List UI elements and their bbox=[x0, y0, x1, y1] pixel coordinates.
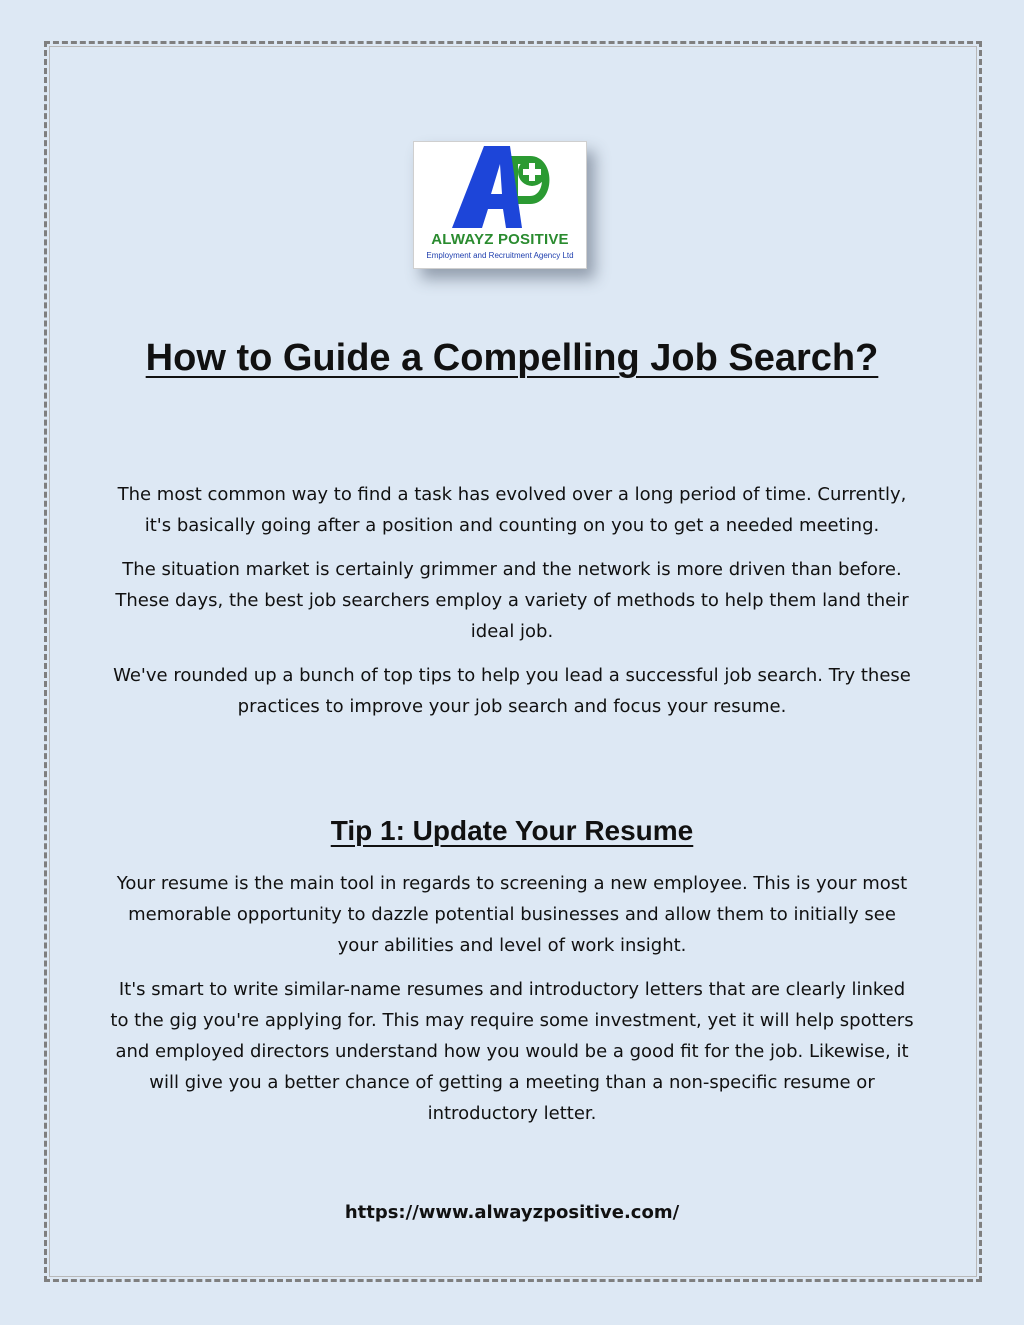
tip-1-paragraph: Your resume is the main tool in regards to screening a new employee. This is your most memorable opportunity to dazzle potential businesses and allow them to initially see your abilities and level of work insight. bbox=[116, 873, 908, 956]
tip-1-paragraph: It's smart to write similar-name resumes and introductory letters that are clearly linked to the gig you're applying for. This may require some investment, yet it will help spotters and employed directors understand how you would be a good fit for the job. Likewise, it will give you a better chance of getting a meeting than a non-specific resume or introductory letter. bbox=[110, 979, 914, 1124]
company-logo bbox=[413, 141, 587, 269]
logo-company-name: ALWAYZ POSITIVE bbox=[431, 231, 569, 248]
tip-1-section bbox=[110, 868, 914, 1129]
intro-paragraph: The most common way to find a task has evolved over a long period of time. Currently, it's basically going after a position and counting on you to get a needed meeting. bbox=[117, 484, 907, 536]
logo-mark-icon bbox=[414, 142, 586, 234]
logo-tagline: Employment and Recruitment Agency Ltd bbox=[426, 251, 574, 260]
website-link[interactable]: https://www.alwayzpositive.com/ bbox=[344, 1202, 680, 1223]
logo-letter-a bbox=[452, 146, 522, 228]
intro-section bbox=[110, 479, 914, 722]
intro-paragraph: The situation market is certainly grimmer and the network is more driven than before. These days, the best job searchers employ a variety of methods to help them land their ideal job. bbox=[115, 559, 909, 642]
logo-plus-horizontal bbox=[523, 169, 541, 175]
tip-1-heading: Tip 1: Update Your Resume bbox=[330, 815, 694, 846]
page-title: How to Guide a Compelling Job Search? bbox=[145, 337, 879, 379]
intro-paragraph: We've rounded up a bunch of top tips to help you lead a successful job search. Try these practices to improve your job search and focus your resume. bbox=[113, 665, 911, 717]
